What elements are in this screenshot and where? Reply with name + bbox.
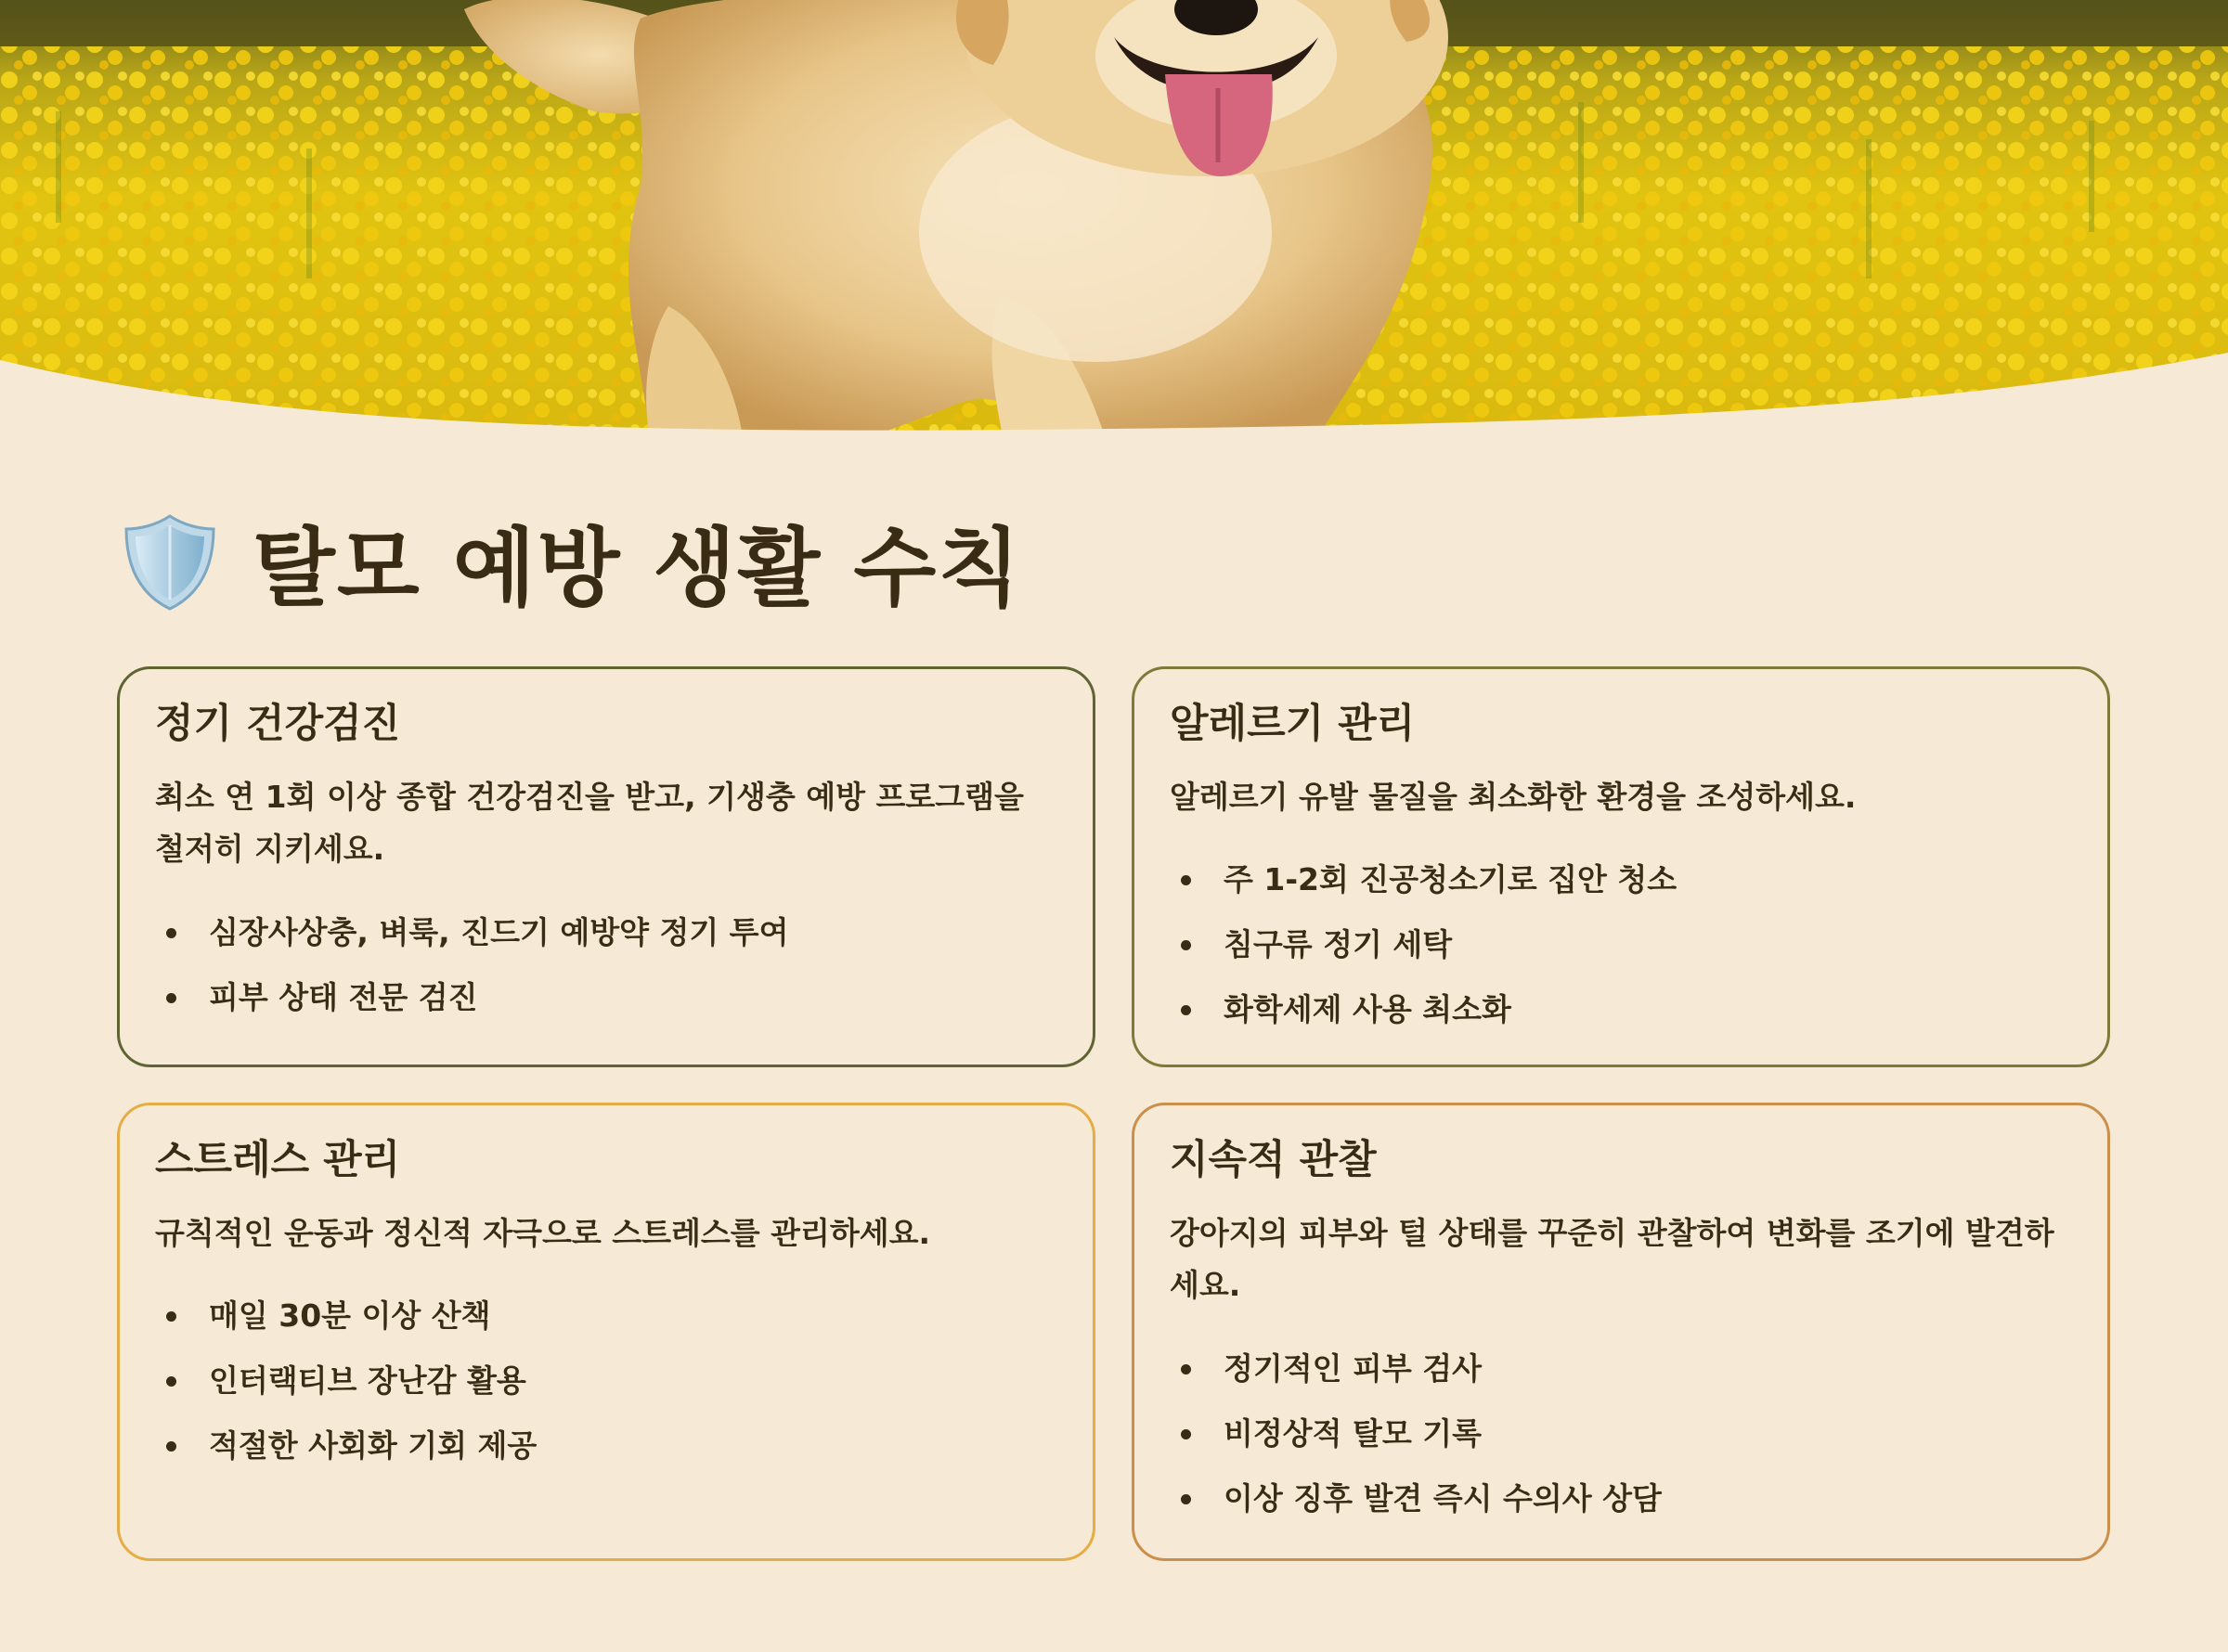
card-list — [155, 900, 1057, 1030]
list-item: 화학세제 사용 최소화 — [1170, 977, 2072, 1042]
bullet-icon — [1181, 1005, 1191, 1015]
card-description: 규칙적인 운동과 정신적 자극으로 스트레스를 관리하세요. — [155, 1214, 931, 1251]
title-row — [119, 501, 1022, 622]
card-allergy-management — [1132, 666, 2110, 1067]
card-description: 최소 연 1회 이상 종합 건강검진을 받고, 기생충 예방 프로그램을 철저히 지키세요. — [155, 778, 1024, 868]
list-item: 적절한 사회화 기회 제공 — [155, 1413, 1057, 1478]
list-item: 매일 30분 이상 산책 — [155, 1284, 1057, 1349]
bullet-icon — [166, 1441, 176, 1452]
card-list — [1170, 847, 2072, 1042]
card-list — [155, 1284, 1057, 1478]
bullet-icon — [1181, 940, 1191, 950]
shield-icon — [119, 510, 221, 613]
list-item: 침구류 정기 세탁 — [1170, 912, 2072, 977]
bullet-icon — [1181, 1494, 1191, 1504]
bullet-icon — [1181, 1364, 1191, 1375]
hero-image — [0, 0, 2228, 436]
list-item: 피부 상태 전문 검진 — [155, 965, 1057, 1030]
list-item: 비정상적 탈모 기록 — [1170, 1401, 2072, 1466]
card-description: 알레르기 유발 물질을 최소화한 환경을 조성하세요. — [1170, 778, 1857, 815]
card-title: 정기 건강검진 — [155, 701, 401, 747]
card-title: 지속적 관찰 — [1170, 1137, 1377, 1183]
bullet-icon — [1181, 875, 1191, 885]
list-item: 인터랙티브 장난감 활용 — [155, 1349, 1057, 1413]
bullet-icon — [1181, 1429, 1191, 1439]
card-description: 강아지의 피부와 털 상태를 꾸준히 관찰하여 변화를 조기에 발견하세요. — [1170, 1214, 2054, 1304]
bullet-icon — [166, 1376, 176, 1387]
list-item: 주 1-2회 진공청소기로 집안 청소 — [1170, 847, 2072, 912]
card-title: 알레르기 관리 — [1170, 701, 1416, 747]
bullet-icon — [166, 993, 176, 1003]
list-item: 이상 징후 발견 즉시 수의사 상담 — [1170, 1466, 2072, 1531]
card-regular-checkup — [117, 666, 1095, 1067]
card-stress-management — [117, 1103, 1095, 1561]
page-title: 탈모 예방 생활 수칙 — [253, 519, 1023, 618]
card-title: 스트레스 관리 — [155, 1137, 401, 1183]
card-continuous-observation — [1132, 1103, 2110, 1561]
card-list — [1170, 1336, 2072, 1531]
bullet-icon — [166, 928, 176, 938]
bullet-icon — [166, 1311, 176, 1322]
list-item: 정기적인 피부 검사 — [1170, 1336, 2072, 1401]
list-item: 심장사상충, 벼룩, 진드기 예방약 정기 투여 — [155, 900, 1057, 965]
